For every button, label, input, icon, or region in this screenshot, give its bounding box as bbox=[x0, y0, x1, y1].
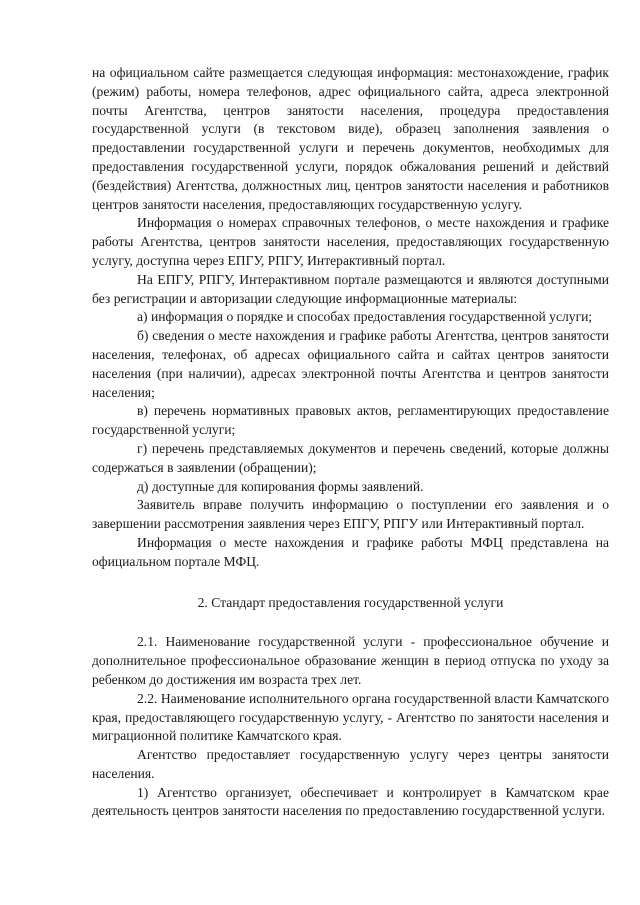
paragraph-phone-info: Информация о номерах справочных телефонов, о месте нахождения и графике работы Агентства, центров занятости населения, предоставляющих государственную услугу, доступна через ЕПГУ, РПГУ, Интерактивный портал. bbox=[92, 215, 609, 268]
paragraph-agency-provides: Агентство предоставляет государственную услугу через центры занятости населения. bbox=[92, 747, 609, 781]
paragraph-2-1: 2.1. Наименование государственной услуги - профессиональное обучение и дополнительное профессиональное образование женщин в период отпуска по уходу за ребенком до достижения им возраста трех лет. bbox=[92, 634, 609, 687]
paragraph-mfc-info: Информация о месте нахождения и графике работы МФЦ представлена на официальном портале МФЦ. bbox=[92, 534, 609, 569]
paragraph-official-site-info: на официальном сайте размещается следующая информация: местонахождение, график (режим) работы, номера телефонов, адрес официального сайта, адреса электронной почты Агентства, центров занятости населения, процедура предоставления государственной услуги (в текстовом виде), образец заполнения заявления о предоставлении государственной услуги и перечень документов, необходимых для предоставления государственной услуги, порядок обжалования решений и действий (бездействия) Агентства, должностных лиц, центров занятости населения и работников центров занятости населения, предоставляющих государственную услугу. bbox=[92, 65, 609, 212]
list-item-g: г) перечень представляемых документов и перечень сведений, которые должны содержаться в заявлении (обращении); bbox=[92, 440, 609, 475]
list-item-b: б) сведения о месте нахождения и графике работы Агентства, центров занятости населения, телефонах, об адресах официального сайта и сайтах центров занятости населения (при наличии), адресах электронной почты Агентства и центров занятости населения; bbox=[92, 328, 609, 400]
section-heading: 2. Стандарт предоставления государственной услуги bbox=[197, 594, 504, 610]
paragraph-applicant-right: Заявитель вправе получить информацию о поступлении его заявления и о завершении рассмотрения заявления через ЕПГУ, РПГУ или Интерактивный портал. bbox=[92, 497, 609, 532]
paragraph-portal-materials: На ЕПГУ, РПГУ, Интерактивном портале размещаются и являются доступными без регистрации и авторизации следующие информационные материалы: bbox=[92, 271, 609, 306]
list-item-d: д) доступные для копирования формы заявлений. bbox=[137, 478, 424, 494]
list-item-v: в) перечень нормативных правовых актов, регламентирующих предоставление государственной услуги; bbox=[92, 403, 609, 438]
list-item-a: а) информация о порядке и способах предоставления государственной услуги; bbox=[137, 309, 593, 325]
paragraph-2-2: 2.2. Наименование исполнительного органа государственной власти Камчатского края, предоставляющего государственную услугу, - Агентство по занятости населения и миграционной политике Камчатского края. bbox=[92, 690, 609, 744]
paragraph-item-1: 1) Агентство организует, обеспечивает и контролирует в Камчатском крае деятельность центров занятости населения по предоставлению государственной услуги. bbox=[92, 784, 609, 819]
